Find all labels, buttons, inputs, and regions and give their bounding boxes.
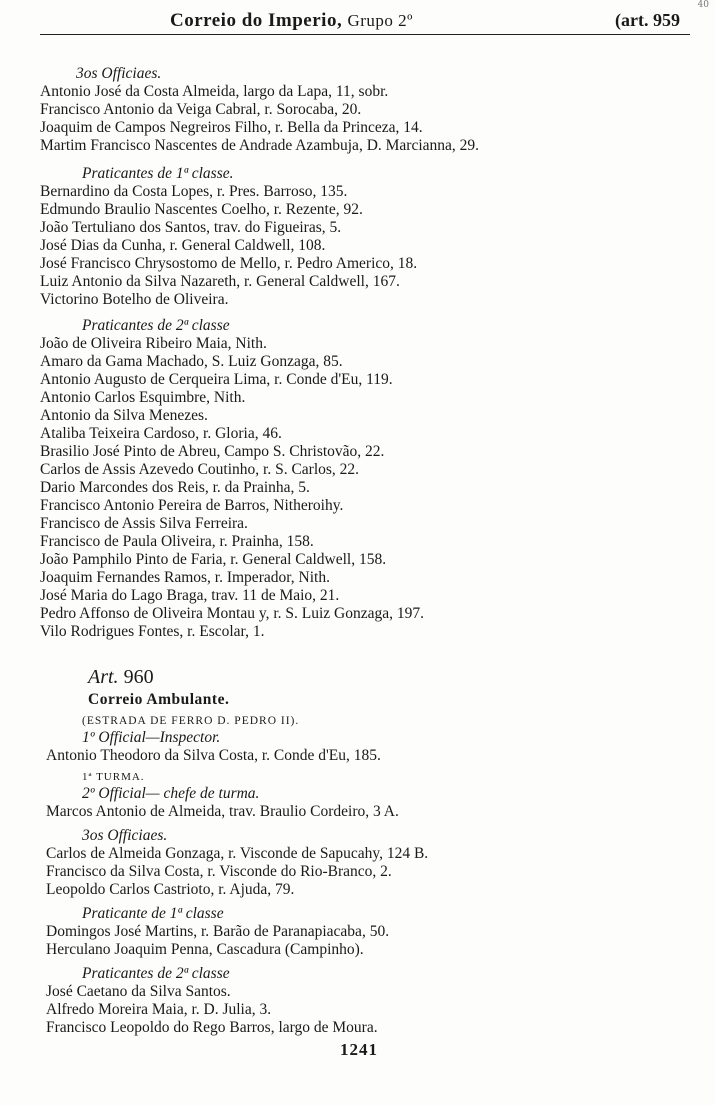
directory-entry: José Dias da Cunha, r. General Caldwell, 108.: [40, 237, 326, 254]
running-title: Correio do Imperio, Grupo 2º: [170, 10, 413, 31]
section-heading: 2º Official— chefe de turma.: [82, 785, 260, 802]
section-heading: 1º Official—Inspector.: [82, 729, 221, 746]
directory-entry: Luiz Antonio da Silva Nazareth, r. General Caldwell, 167.: [40, 273, 400, 290]
directory-entry: Marcos Antonio de Almeida, trav. Braulio Cordeiro, 3 A.: [46, 803, 399, 820]
directory-entry: Victorino Botelho de Oliveira.: [40, 291, 229, 308]
directory-entry: Francisco de Paula Oliveira, r. Prainha, 158.: [40, 533, 314, 550]
directory-entry: Vilo Rodrigues Fontes, r. Escolar, 1.: [40, 623, 265, 640]
directory-entry: Ataliba Teixeira Cardoso, r. Gloria, 46.: [40, 425, 282, 442]
directory-entry: Joaquim Fernandes Ramos, r. Imperador, Nith.: [40, 569, 330, 586]
section-heading: Praticante de 1ª classe: [82, 905, 224, 922]
directory-entry: João de Oliveira Ribeiro Maia, Nith.: [40, 335, 267, 352]
article-reference: (art. 959: [615, 10, 680, 30]
section-heading: Praticantes de 2ª classe: [82, 965, 230, 982]
directory-entry: Francisco Leopoldo do Rego Barros, largo de Moura.: [46, 1019, 378, 1036]
corner-mark: 40: [697, 0, 709, 10]
directory-entry: Amaro da Gama Machado, S. Luiz Gonzaga, 85.: [40, 353, 343, 370]
directory-entry: Leopoldo Carlos Castrioto, r. Ajuda, 79.: [46, 881, 295, 898]
directory-entry: Alfredo Moreira Maia, r. D. Julia, 3.: [46, 1001, 272, 1018]
directory-entry: Pedro Affonso de Oliveira Montau y, r. S. Luiz Gonzaga, 197.: [40, 605, 424, 622]
directory-entry: Carlos de Assis Azevedo Coutinho, r. S. Carlos, 22.: [40, 461, 360, 478]
running-header: [40, 8, 690, 35]
directory-entry: Carlos de Almeida Gonzaga, r. Visconde de Sapucahy, 124 B.: [46, 845, 429, 862]
directory-entry: José Maria do Lago Braga, trav. 11 de Maio, 21.: [40, 587, 340, 604]
section-heading: Praticantes de 1ª classe.: [82, 165, 234, 182]
directory-entry: Antonio Theodoro da Silva Costa, r. Conde d'Eu, 185.: [46, 747, 381, 764]
page-number: 1241: [340, 1040, 378, 1059]
directory-entry: Joaquim de Campos Negreiros Filho, r. Bella da Princeza, 14.: [40, 119, 423, 136]
directory-entry: Francisco da Silva Costa, r. Visconde do Rio-Branco, 2.: [46, 863, 392, 880]
directory-entry: Francisco Antonio Pereira de Barros, Nitheroihy.: [40, 497, 344, 514]
directory-entry: Brasilio José Pinto de Abreu, Campo S. Christovão, 22.: [40, 443, 385, 460]
directory-entry: Bernardino da Costa Lopes, r. Pres. Barroso, 135.: [40, 183, 348, 200]
article-title: Correio Ambulante.: [88, 691, 230, 708]
turma-heading: 1ª TURMA.: [82, 771, 145, 783]
directory-entry: Martim Francisco Nascentes de Andrade Azambuja, D. Marcianna, 29.: [40, 137, 480, 154]
directory-entry: Herculano Joaquim Penna, Cascadura (Campinho).: [46, 941, 364, 958]
section-heading: 3os Officiaes.: [82, 827, 168, 844]
directory-entry: Antonio José da Costa Almeida, largo da Lapa, 11, sobr.: [40, 83, 389, 100]
group-label: Grupo 2º: [347, 11, 413, 30]
article-subtitle: (ESTRADA DE FERRO D. PEDRO II).: [82, 715, 300, 727]
directory-entry: Antonio Augusto de Cerqueira Lima, r. Conde d'Eu, 119.: [40, 371, 393, 388]
section-heading: 3os Officiaes.: [76, 65, 162, 82]
directory-entry: Edmundo Braulio Nascentes Coelho, r. Rezente, 92.: [40, 201, 363, 218]
directory-entry: Francisco de Assis Silva Ferreira.: [40, 515, 248, 532]
directory-entry: João Tertuliano dos Santos, trav. do Figueiras, 5.: [40, 219, 342, 236]
article-number: 960: [123, 666, 154, 688]
directory-entry: Francisco Antonio da Veiga Cabral, r. Sorocaba, 20.: [40, 101, 362, 118]
directory-entry: José Francisco Chrysostomo de Mello, r. Pedro Americo, 18.: [40, 255, 418, 272]
directory-entry: José Caetano da Silva Santos.: [46, 983, 231, 1000]
directory-entry: Antonio da Silva Menezes.: [40, 407, 208, 424]
directory-entry: Antonio Carlos Esquimbre, Nith.: [40, 389, 246, 406]
directory-entry: Dario Marcondes dos Reis, r. da Prainha, 5.: [40, 479, 310, 496]
directory-entry: João Pamphilo Pinto de Faria, r. General Caldwell, 158.: [40, 551, 387, 568]
section-heading: Praticantes de 2ª classe: [82, 317, 230, 334]
directory-entry: Domingos José Martins, r. Barão de Paranapiacaba, 50.: [46, 923, 390, 940]
article-heading: Art. 960: [88, 666, 154, 688]
